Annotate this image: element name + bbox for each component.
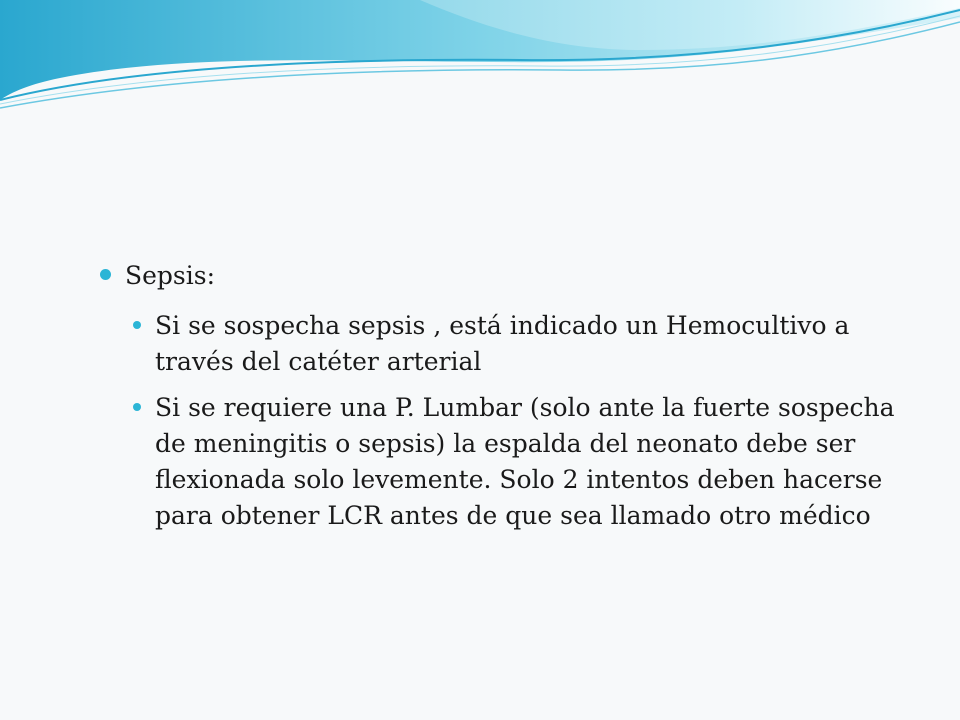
sub-bullet-text: Si se requiere una P. Lumbar (solo ante la fuerte sospecha de meningitis o sepsis) la espalda del neonato debe ser flexionada solo levemente. Solo 2 intentos deben hacerse para obtener LCR antes de que sea llamado otro médico bbox=[155, 393, 895, 530]
slide-body bbox=[100, 258, 920, 544]
sub-bullet-item bbox=[133, 390, 920, 534]
bullet-heading: Sepsis: bbox=[125, 261, 216, 290]
bullet-icon bbox=[100, 269, 111, 280]
header-wave-decoration bbox=[0, 0, 960, 130]
sub-bullet-item bbox=[133, 308, 920, 380]
bullet-icon bbox=[133, 321, 141, 329]
bullet-icon bbox=[133, 403, 141, 411]
sub-bullet-text: Si se sospecha sepsis , está indicado un Hemocultivo a través del catéter arterial bbox=[155, 311, 850, 376]
bullet-item bbox=[100, 258, 920, 294]
